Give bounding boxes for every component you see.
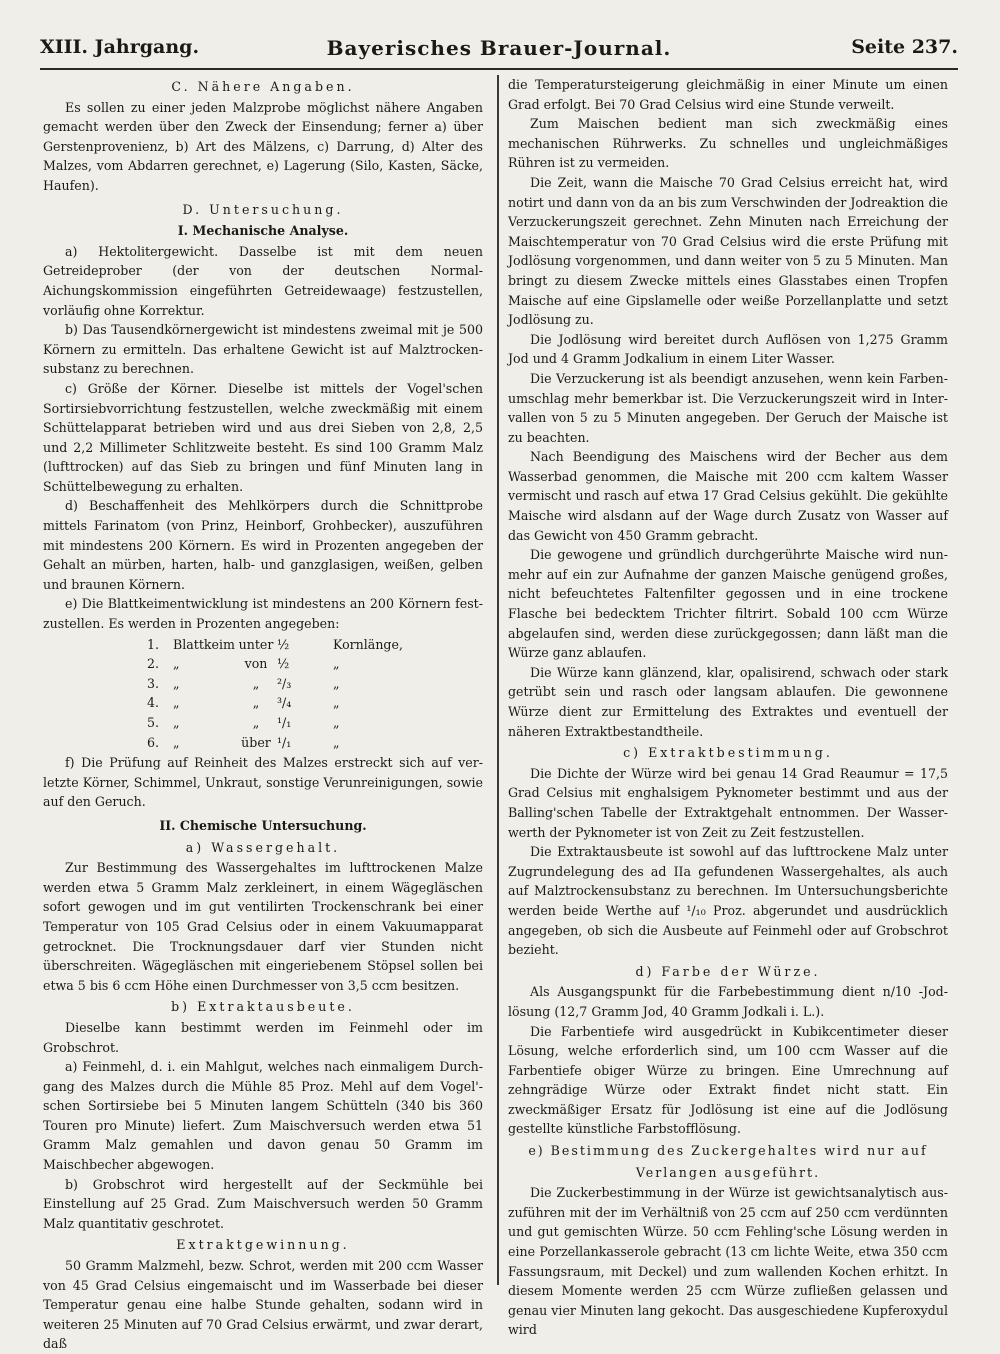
blattkeim-table <box>147 635 423 753</box>
extract-extraction-heading: Extraktgewinnung. <box>176 1237 350 1253</box>
extract-determination-text-1: Die Dichte der Würze wird bei genau 14 Grad Reaumur = 17,5 Grad Celsius mit enghalsigem Pyknometer bestimmt und aus der Balling'schen Tabelle der Extraktgehalt entnommen. Der Wasserwerth der Pyknometer ist von Zeit zu Zeit festzustellen. <box>508 765 948 840</box>
wort-color-heading: d) Farbe der Würze. <box>635 963 821 979</box>
extract-yield-a: a) Feinmehl, d. i. ein Mahlgut, welches nach einmaligem Durchgang des Malzes durch die Mühle 85 Proz. Mehl auf dem Vogel'schen Sortirsiebe bei 5 Minuten langem Schütteln (340 bis 360 Touren pro Minute) liefert. Zum Maischversuch werden etwa 51 Gramm Malz gemahlen und davon genau 50 Gramm im Maischbecher abgewogen. <box>43 1059 483 1173</box>
left-column <box>43 75 483 1354</box>
extract-yield-intro: Dieselbe kann bestimmt werden im Feinmehl oder im Grobschrot. <box>43 1019 483 1055</box>
mechanical-analysis-heading: I. Mechanische Analyse. <box>177 223 349 239</box>
journal-title: Bayerisches Brauer-Journal. <box>326 36 672 60</box>
table-row: 6. „ über ¹/₁ „ <box>147 734 340 750</box>
header-rule <box>40 68 958 70</box>
right-paragraph-1: die Temperatursteigerung gleichmäßig in einer Minute um einen Grad erfolgt. Bei 70 Grad Celsius wird eine Stunde verweilt. <box>508 77 948 112</box>
right-paragraph-5: Die Verzuckerung ist als beendigt anzusehen, wenn kein Farbenumschlag mehr bemerkbar ist. Die Verzuckerungszeit wird in Intervallen von 5 zu 5 Minuten angegeben. Der Geruch der Maische ist zu beachten. <box>508 370 948 445</box>
table-row: 1. Blattkeim unter ½ Kornlänge, <box>147 636 403 652</box>
page-header <box>40 36 958 66</box>
section-c-heading: C. Nähere Angaben. <box>171 79 355 94</box>
water-content-heading: a) Wassergehalt. <box>185 839 341 855</box>
right-paragraph-4: Die Jodlösung wird bereitet durch Auflösen von 1,275 Gramm Jod und 4 Gramm Jodkalium in einem Liter Wasser. <box>508 331 948 367</box>
paragraph-c: c) Größe der Körner. Dieselbe ist mittels der Vogel'schen Sortirsiebvorrichtung festzustellen, welche zweckmäßig mit einem Schüttelapparat betrieben wird und aus drei Sieben von 2,8, 2,5 und 2,2 Millimeter Schlitzweite besteht. Es sind 100 Gramm Malz (lufttrocken) auf das Sieb zu bringen und fünf Minuten lang in Schüttelbewegung zu erhalten. <box>43 380 483 494</box>
extract-yield-b: b) Grobschrot wird hergestellt auf der Seckmühle bei Einstellung auf 25 Grad. Zum Maischversuch werden 50 Gramm Malz quantitativ geschrotet. <box>43 1176 483 1231</box>
sugar-content-heading-2: Verlangen ausgeführt. <box>635 1164 821 1180</box>
right-column <box>508 75 948 1340</box>
sugar-content-heading-1: e) Bestimmung des Zuckergehaltes wird nur auf <box>528 1143 928 1159</box>
right-paragraph-2: Zum Maischen bedient man sich zweckmäßig eines mechanischen Rührwerks. Zu schnelles und ungleichmäßiges Rühren ist zu vermeiden. <box>508 116 948 171</box>
page-number: Seite 237. <box>851 36 958 58</box>
paragraph-b: b) Das Tausendkörnergewicht ist mindestens zweimal mit je 500 Körnern zu ermitteln. Das erhaltene Gewicht ist auf Malztrockensubstanz zu berechnen. <box>43 322 483 377</box>
right-paragraph-6: Nach Beendigung des Maischens wird der Becher aus dem Wasserbad genommen, die Maische mit 200 ccm kaltem Wasser vermischt und rasch auf etwa 17 Grad Celsius gekühlt. Die gekühlte Maische wird alsdann auf der Wage durch Zusatz von Wasser auf das Gewicht von 450 Gramm gebracht. <box>508 449 948 543</box>
sugar-content-text: Die Zuckerbestimmung in der Würze ist gewichtsanalytisch auszuführen mit der im Verhältniß von 25 ccm auf 250 ccm verdünnten und gut gemischten Würze. 50 ccm Fehling'sche Lösung werden in eine Porzellankasserole gebracht (13 cm lichte Weite, etwa 350 ccm Fassungsraum, mit Deckel) und zum wallenden Kochen erhitzt. In diesem Momente werden 25 ccm Würze zufließen gelassen und genau vier Minuten lang gekocht. Das ausgeschiedene Kupferoxydul wird <box>508 1185 948 1338</box>
paragraph-f: f) Die Prüfung auf Reinheit des Malzes erstreckt sich auf verletzte Körner, Schimmel, Unkraut, sonstige Verunreinigungen, sowie auf den Geruch. <box>43 755 483 810</box>
section-c-text: Es sollen zu einer jeden Malzprobe möglichst nähere Angaben gemacht werden über den Zweck der Einsendung; ferner a) über Gerstenprovenienz, b) Art des Mälzens, c) Darrung, d) Alter des Malzes, vom Abdarren gerechnet, e) Lagerung (Silo, Kasten, Säcke, Haufen). <box>43 99 483 193</box>
wort-color-text-2: Die Farbentiefe wird ausgedrückt in Kubikcentimeter dieser Lösung, welche erforderlich sind, um 100 ccm Wasser auf die Farbentiefe obiger Würze zu bringen. Eine Umrechnung auf zehngrädige Würze oder Extrakt findet nicht statt. Ein zweckmäßiger Ersatz für Jodlösung ist eine auf die Jodlösung gestellte künstliche Farbstofflösung. <box>508 1023 948 1137</box>
paragraph-d: d) Beschaffenheit des Mehlkörpers durch die Schnittprobe mittels Farinatom (von Prinz, Heinborf, Grohbecker), auszuführen mit mindestens 200 Körnern. Es wird in Prozenten angegeben der Gehalt an mürben, harten, halb- und ganzglasigen, weißen, gelben und braunen Körnern. <box>43 498 483 592</box>
right-paragraph-3: Die Zeit, wann die Maische 70 Grad Celsius erreicht hat, wird notirt und dann von da an bis zum Verschwinden der Jodreaktion die Verzuckerungszeit gerechnet. Zehn Minuten nach Erreichung der Maischtemperatur von 70 Grad Celsius wird die erste Prüfung mit Jodlösung vorgenommen, und dann weiter von 5 zu 5 Minuten. Man bringt zu diesem Zwecke mittels eines Glasstabes einen Tropfen Maische auf eine Gipslamelle oder weiße Porzellanplatte und setzt Jodlösung zu. <box>508 174 948 328</box>
paragraph-e: e) Die Blattkeimentwicklung ist mindestens an 200 Körnern festzustellen. Es werden in Prozenten angegeben: <box>43 596 483 632</box>
extract-yield-heading: b) Extraktausbeute. <box>171 999 355 1015</box>
column-divider <box>497 75 499 1285</box>
section-d-heading: D. Untersuchung. <box>182 201 344 217</box>
right-paragraph-8: Die Würze kann glänzend, klar, opalisirend, schwach oder stark getrübt sein und rasch oder langsam ablaufen. Die gewonnene Würze dient zur Ermittelung des Extraktes und eventuell der näheren Extraktbestandtheile. <box>508 664 948 739</box>
table-row: 2. „ von ½ „ <box>147 656 340 672</box>
table-row: 5. „ „ ¹/₁ „ <box>147 715 340 730</box>
extract-determination-heading: c) Extraktbestimmung. <box>623 745 833 761</box>
paragraph-a: a) Hektolitergewicht. Dasselbe ist mit dem neuen Getreideprober (der von der deutschen Normal-Aichungskommission eingeführten Getreidewaage) festzustellen, vorläufig ohne Korrektur. <box>43 243 483 318</box>
volume-label: XIII. Jahrgang. <box>40 36 200 58</box>
right-paragraph-7: Die gewogene und gründlich durchgerührte Maische wird nunmehr auf ein zur Aufnahme der ganzen Maische genügend großes, nicht befeuchtetes Faltenfilter gegossen und in eine trockene Flasche bei bedecktem Trichter filtrirt. Sobald 100 ccm Würze abgelaufen sind, werden diese zurückgegossen; dann läßt man die Würze ganz ablaufen. <box>508 547 948 661</box>
chemical-analysis-heading: II. Chemische Untersuchung. <box>159 817 367 833</box>
water-content-text: Zur Bestimmung des Wassergehaltes im lufttrockenen Malze werden etwa 5 Gramm Malz zerkleinert, in einem Wägegläschen sofort gewogen und im gut ventilirten Trockenschrank bei einer Temperatur von 105 Grad Celsius oder in einem Vakuumapparat getrocknet. Die Trocknungsdauer darf vier Stunden nicht überschreiten. Wägegläschen mit eingeriebenem Stöpsel sollen bei etwa 5 bis 6 ccm Höhe einen Durchmesser von 3,5 ccm besitzen. <box>43 860 483 993</box>
table-row: 3. „ „ ²/₃ „ <box>147 675 340 691</box>
extract-extraction-text: 50 Gramm Malzmehl, bezw. Schrot, werden mit 200 ccm Wasser von 45 Grad Celsius eingemaischt und im Wasserbade bei dieser Temperatur genau eine halbe Stunde gehalten, sodann wird in weiteren 25 Minuten auf 70 Grad Celsius erwärmt, und zwar derart, daß <box>43 1258 483 1352</box>
wort-color-text-1: Als Ausgangspunkt für die Farbebestimmung dient n/10 -Jodlösung (12,7 Gramm Jod, 40 Gramm Jodkali i. L.). <box>508 984 948 1019</box>
table-row: 4. „ „ ³/₄ „ <box>147 695 340 711</box>
extract-determination-text-2: Die Extraktausbeute ist sowohl auf das lufttrockene Malz unter Zugrundelegung des ad IIa gefundenen Wassergehaltes, als auch auf Malztrockensubstanz zu berechnen. Im Untersuchungsberichte werden beide Werthe auf ¹/₁₀ Proz. abgerundet und ausdrücklich angegeben, ob sich die Ausbeute auf Feinmehl oder auf Grobschrot bezieht. <box>508 844 948 958</box>
